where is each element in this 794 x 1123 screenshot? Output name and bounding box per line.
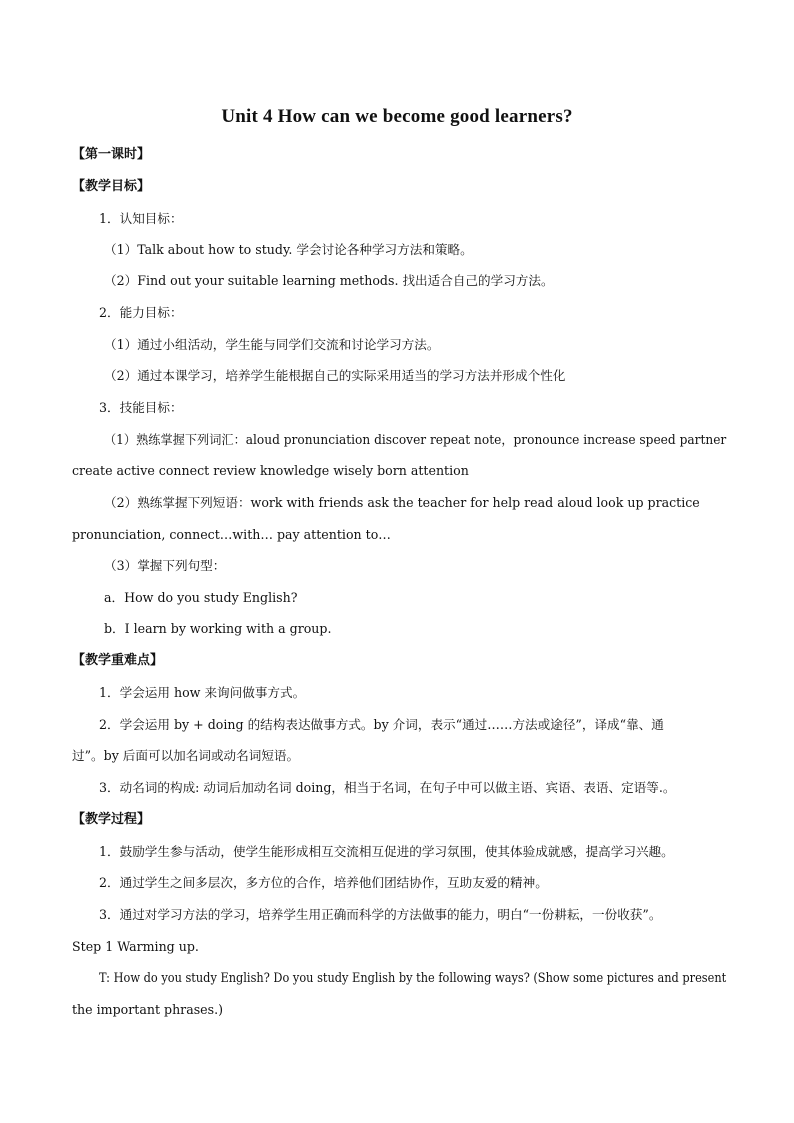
section-heading-objectives: 【教学目标】 bbox=[72, 179, 151, 194]
objective-cognitive: 1．认知目标： bbox=[99, 211, 183, 226]
key-point: 1．学会运用 how 来询问做事方式。 bbox=[99, 685, 306, 700]
step-heading: Step 1 Warming up. bbox=[72, 939, 199, 954]
objective-ability: 2．能力目标： bbox=[99, 305, 183, 320]
process-item: 2．通过学生之间多层次，多方位的合作，培养他们团结协作，互助友爱的精神。 bbox=[99, 875, 548, 890]
objective-item: （2）通过本课学习，培养学生能根据自己的实际采用适当的学习方法并形成个性化 bbox=[104, 368, 566, 383]
document-title: Unit 4 How can we become good learners? bbox=[221, 106, 573, 127]
sentence-pattern: b．I learn by working with a group. bbox=[104, 621, 332, 636]
objective-item: （1）Talk about how to study. 学会讨论各种学习方法和策略。 bbox=[104, 242, 473, 257]
section-heading-first-lesson: 【第一课时】 bbox=[72, 147, 151, 162]
sentence-pattern: a．How do you study English? bbox=[104, 590, 298, 605]
process-item: 1．鼓励学生参与活动，使学生能形成相互交流相互促进的学习氛围，使其体验成就感，提高学习兴趣。 bbox=[99, 844, 674, 859]
teacher-line: T: How do you study English? Do you study English by the following ways? (Show some pictures and present bbox=[99, 970, 727, 985]
objective-item: （2）Find out your suitable learning methods. 找出适合自己的学习方法。 bbox=[104, 273, 554, 288]
objective-skill: 3．技能目标： bbox=[99, 400, 183, 415]
vocabulary-line-continued: create active connect review knowledge wisely born attention bbox=[72, 463, 469, 478]
teacher-line-continued: the important phrases.) bbox=[72, 1002, 224, 1017]
vocabulary-line: （1）熟练掌握下列词汇：aloud pronunciation discover repeat note，pronounce increase speed partner bbox=[104, 432, 727, 447]
section-heading-process: 【教学过程】 bbox=[72, 812, 151, 827]
sentence-patterns-heading: （3）掌握下列句型： bbox=[104, 558, 226, 573]
key-point-continued: 过”。by 后面可以加名词或动名词短语。 bbox=[72, 748, 300, 763]
phrases-line: （2）熟练掌握下列短语：work with friends ask the teacher for help read aloud look up practice bbox=[104, 495, 700, 510]
objective-item: （1）通过小组活动，学生能与同学们交流和讨论学习方法。 bbox=[104, 337, 440, 352]
key-point: 3．动名词的构成: 动词后加动名词 doing，相当于名词，在句子中可以做主语、宾语、表语、定语等.。 bbox=[99, 780, 676, 795]
process-item: 3．通过对学习方法的学习，培养学生用正确而科学的方法做事的能力，明白“一份耕耘，一份收获”。 bbox=[99, 907, 662, 922]
key-point: 2．学会运用 by + doing 的结构表达做事方式。by 介词，表示“通过……方法或途径”，译成“靠、通 bbox=[99, 717, 664, 732]
section-heading-key-points: 【教学重难点】 bbox=[72, 653, 164, 668]
phrases-line-continued: pronunciation, connect…with… pay attention to… bbox=[72, 527, 391, 542]
